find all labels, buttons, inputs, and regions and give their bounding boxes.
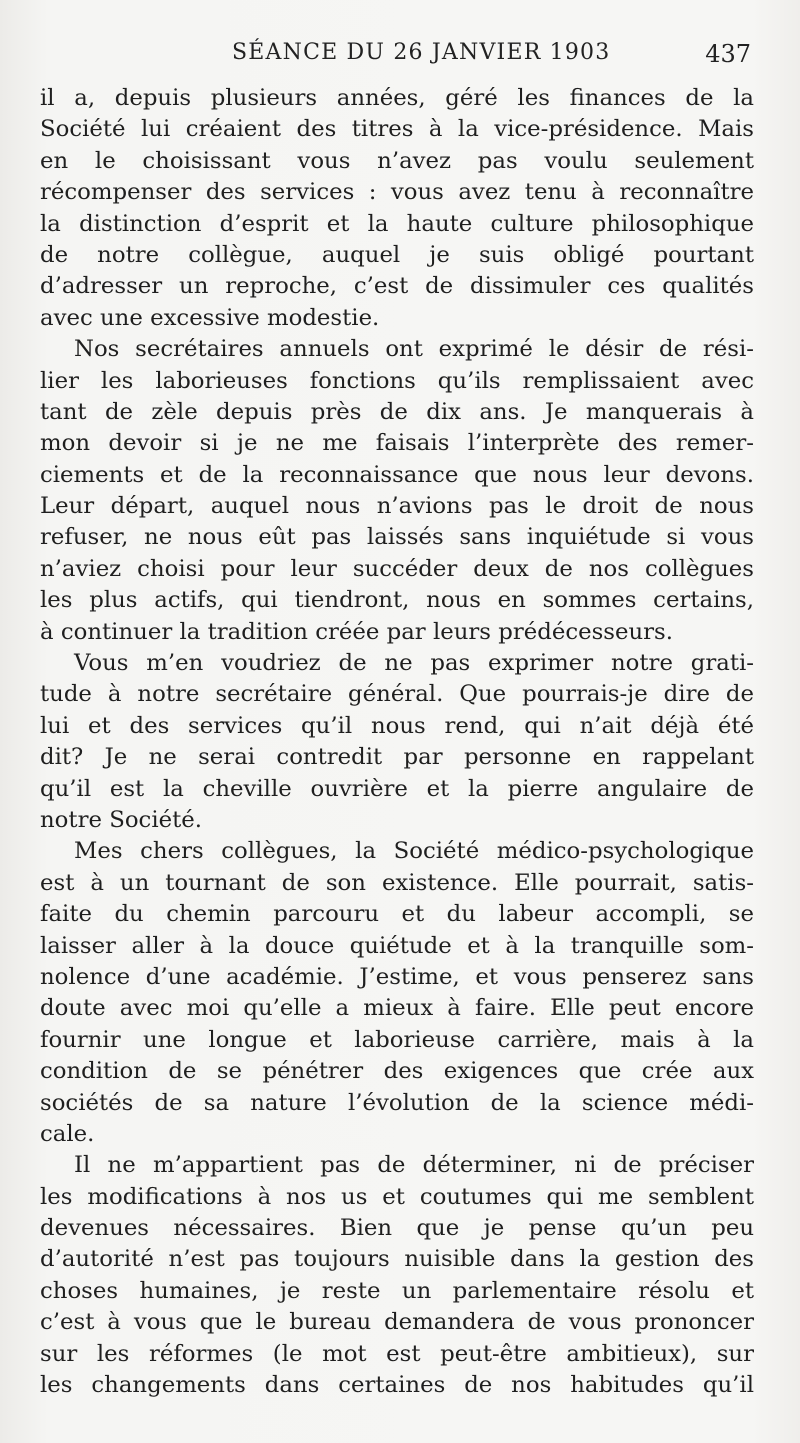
running-header (0, 40, 800, 76)
text-line: d’autorité n’est pas toujours nuisible dans la gestion des (40, 1246, 754, 1273)
text-line: cale. (40, 1120, 95, 1147)
text-line: Société lui créaient des titres à la vice-présidence. Mais (40, 116, 754, 143)
text-line: tant de zèle depuis près de dix ans. Je manquerais à (40, 398, 754, 425)
text-line: en le choisissant vous n’avez pas voulu seulement (40, 147, 754, 174)
text-line: Leur départ, auquel nous n’avions pas le droit de nous (40, 493, 754, 520)
text-line: faite du chemin parcouru et du labeur accompli, se (40, 901, 754, 928)
text-line: notre Société. (40, 806, 202, 833)
text-line: les plus actifs, qui tiendront, nous en sommes certains, (40, 587, 754, 614)
text-line: avec une excessive modestie. (40, 304, 380, 331)
text-line: qu’il est la cheville ouvrière et la pierre angulaire de (40, 775, 754, 802)
text-line: tude à notre secrétaire général. Que pourrais-je dire de (40, 681, 754, 708)
text-line: c’est à vous que le bureau demandera de vous prononcer (40, 1309, 754, 1336)
text-line: les changements dans certaines de nos habitudes qu’il (40, 1372, 754, 1399)
text-line: nolence d’une académie. J’estime, et vous penserez sans (40, 963, 754, 990)
text-line: condition de se pénétrer des exigences que crée aux (40, 1058, 754, 1085)
text-line: laisser aller à la douce quiétude et à la tranquille som- (40, 932, 754, 959)
text-line: d’adresser un reproche, c’est de dissimuler ces qualités (40, 273, 754, 300)
text-line: dit? Je ne serai contredit par personne en rappelant (40, 744, 754, 771)
text-line: doute avec moi qu’elle a mieux à faire. Elle peut encore (40, 995, 754, 1022)
text-line: les modifications à nos us et coutumes qui me semblent (40, 1183, 754, 1210)
text-line: sur les réformes (le mot est peut-être ambitieux), sur (40, 1340, 754, 1367)
text-line: Nos secrétaires annuels ont exprimé le désir de rési- (74, 336, 754, 363)
text-line: devenues nécessaires. Bien que je pense qu’un peu (40, 1215, 754, 1242)
text-line: à continuer la tradition créée par leurs prédécesseurs. (40, 618, 673, 645)
text-line: sociétés de sa nature l’évolution de la science médi- (40, 1089, 754, 1116)
page-number: 437 (705, 40, 751, 68)
text-line: lier les laborieuses fonctions qu’ils remplissaient avec (40, 367, 754, 394)
text-line: Vous m’en voudriez de ne pas exprimer notre grati- (74, 650, 754, 677)
text-line: lui et des services qu’il nous rend, qui n’ait déjà été (40, 712, 754, 739)
text-line: ciements et de la reconnaissance que nous leur devons. (40, 461, 754, 488)
text-line: refuser, ne nous eût pas laissés sans inquiétude si vous (40, 524, 754, 551)
header-title: SÉANCE DU 26 JANVIER 1903 (232, 40, 611, 65)
text-line: Il ne m’appartient pas de déterminer, ni de préciser (74, 1152, 754, 1179)
text-line: choses humaines, je reste un parlementaire résolu et (40, 1277, 754, 1304)
text-line: la distinction d’esprit et la haute culture philosophique (40, 210, 754, 237)
text-line: il a, depuis plusieurs années, géré les finances de la (40, 85, 754, 111)
text-line: mon devoir si je ne me faisais l’interprète des remer- (40, 430, 754, 457)
text-line: récompenser des services : vous avez tenu à reconnaître (40, 179, 754, 206)
text-line: fournir une longue et laborieuse carrière, mais à la (40, 1026, 754, 1053)
text-line: n’aviez choisi pour leur succéder deux de nos collègues (40, 555, 754, 582)
text-line: de notre collègue, auquel je suis obligé pourtant (40, 241, 754, 268)
text-line: Mes chers collègues, la Société médico-psychologique (74, 838, 754, 865)
body-text (40, 83, 754, 1401)
text-line: est à un tournant de son existence. Elle pourrait, satis- (40, 869, 754, 896)
